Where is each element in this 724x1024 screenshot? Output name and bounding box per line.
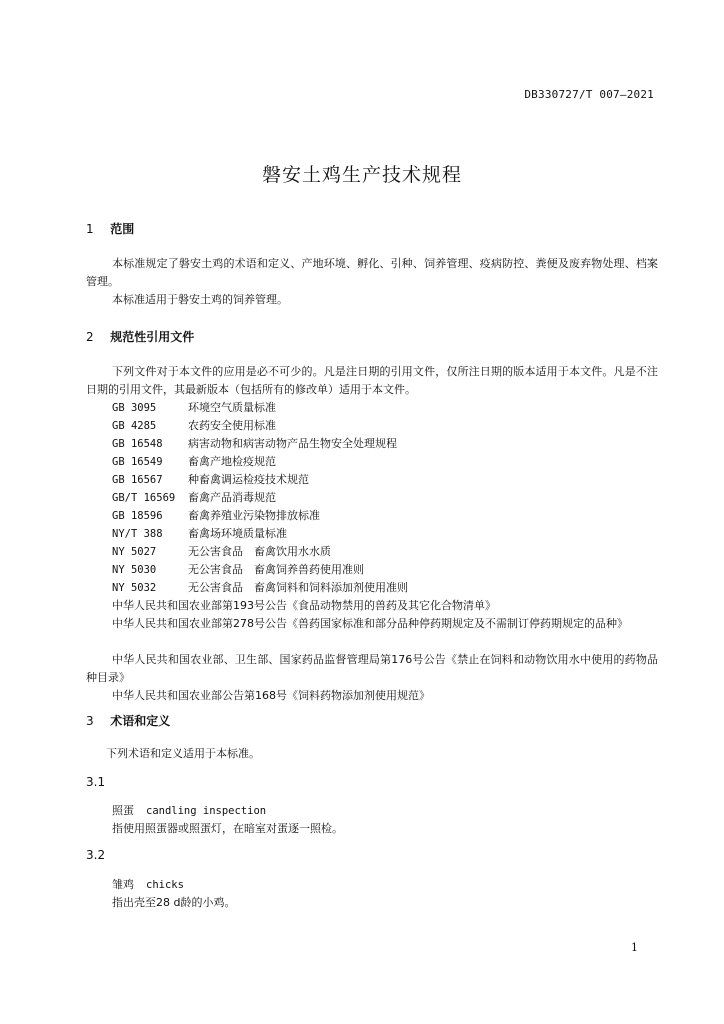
- reference-notice: 中华人民共和国农业部、卫生部、国家药品监督管理局第176号公告《禁止在饲料和动物饮用水中使用的药物品种目录》: [86, 653, 658, 684]
- reference-item: [112, 417, 276, 435]
- term-number: 3.2: [86, 848, 106, 862]
- reference-item: [112, 507, 320, 525]
- scope-paragraph-1: 本标准规定了磐安土鸡的术语和定义、产地环境、孵化、引种、饲养管理、疫病防控、粪便及废弃物处理、档案管理。: [86, 257, 658, 288]
- reference-item: [112, 471, 309, 489]
- term-definition: 指使用照蛋器或照蛋灯，在暗室对蛋逐一照检。: [112, 822, 343, 835]
- reference-code: GB 4285: [112, 420, 157, 432]
- reference-item: [112, 561, 364, 579]
- term-english: chicks: [146, 879, 184, 891]
- reference-code: GB 18596: [112, 510, 163, 522]
- reference-name: 环境空气质量标准: [188, 401, 276, 414]
- reference-code: GB 3095: [112, 402, 157, 414]
- reference-code: GB 16549: [112, 456, 163, 468]
- reference-item: [112, 435, 397, 453]
- section-title: 规范性引用文件: [110, 330, 195, 344]
- terms-intro: 下列术语和定义适用于本标准。: [106, 747, 260, 760]
- term-english: candling inspection: [146, 805, 267, 817]
- reference-name: 畜禽产品消毒规范: [188, 491, 276, 504]
- reference-name: 畜禽养殖业污染物排放标准: [188, 509, 320, 522]
- reference-item: [112, 399, 276, 417]
- reference-name: 无公害食品 畜禽饮用水水质: [188, 545, 331, 558]
- reference-item: [112, 543, 331, 561]
- term-name: 雏鸡: [112, 878, 134, 891]
- reference-code: NY/T 388: [112, 528, 163, 540]
- reference-name: 畜禽场环境质量标准: [188, 527, 287, 540]
- document-title: 磐安土鸡生产技术规程: [261, 164, 462, 186]
- page-number: 1: [631, 941, 638, 954]
- section-heading-scope: [86, 220, 134, 237]
- reference-notice: 中华人民共和国农业部第193号公告《食品动物禁用的兽药及其它化合物清单》: [112, 599, 496, 612]
- reference-code: GB/T 16569: [112, 492, 176, 504]
- section-number: 3: [86, 714, 94, 728]
- reference-notice: 中华人民共和国农业部第278号公告《兽药国家标准和部分品种停药期规定及不需制订停药期规定的品种》: [112, 617, 628, 630]
- reference-code: NY 5032: [112, 582, 157, 594]
- term-number: 3.1: [86, 775, 106, 789]
- reference-item: [112, 525, 287, 543]
- section-number: 1: [86, 222, 94, 236]
- reference-code: NY 5030: [112, 564, 157, 576]
- term-definition: 指出壳至28 d龄的小鸡。: [112, 896, 236, 909]
- reference-name: 农药安全使用标准: [188, 419, 276, 432]
- reference-name: 病害动物和病害动物产品生物安全处理规程: [188, 437, 397, 450]
- section-heading-references: [86, 328, 194, 345]
- section-title: 术语和定义: [110, 714, 171, 728]
- term-heading: [112, 876, 184, 894]
- term-heading: [112, 802, 266, 820]
- section-heading-terms: [86, 712, 170, 729]
- section-number: 2: [86, 330, 94, 344]
- term-name: 照蛋: [112, 804, 134, 817]
- reference-code: GB 16548: [112, 438, 163, 450]
- document-code: DB330727/T 007—2021: [524, 88, 654, 101]
- reference-notice: 中华人民共和国农业部公告第168号《饲料药物添加剂使用规范》: [112, 689, 430, 702]
- reference-name: 畜禽产地检疫规范: [188, 455, 276, 468]
- scope-paragraph-2: 本标准适用于磐安土鸡的饲养管理。: [112, 293, 288, 306]
- references-intro: 下列文件对于本文件的应用是必不可少的。凡是注日期的引用文件，仅所注日期的版本适用于本文件。凡是不注日期的引用文件，其最新版本（包括所有的修改单）适用于本文件。: [86, 365, 658, 396]
- reference-name: 无公害食品 畜禽饲料和饲料添加剂使用准则: [188, 581, 408, 594]
- reference-item: [112, 453, 276, 471]
- reference-code: NY 5027: [112, 546, 157, 558]
- section-title: 范围: [110, 222, 135, 236]
- reference-item: [112, 489, 276, 507]
- reference-name: 种畜禽调运检疫技术规范: [188, 473, 309, 486]
- reference-item: [112, 579, 408, 597]
- reference-name: 无公害食品 畜禽饲养兽药使用准则: [188, 563, 364, 576]
- reference-code: GB 16567: [112, 474, 163, 486]
